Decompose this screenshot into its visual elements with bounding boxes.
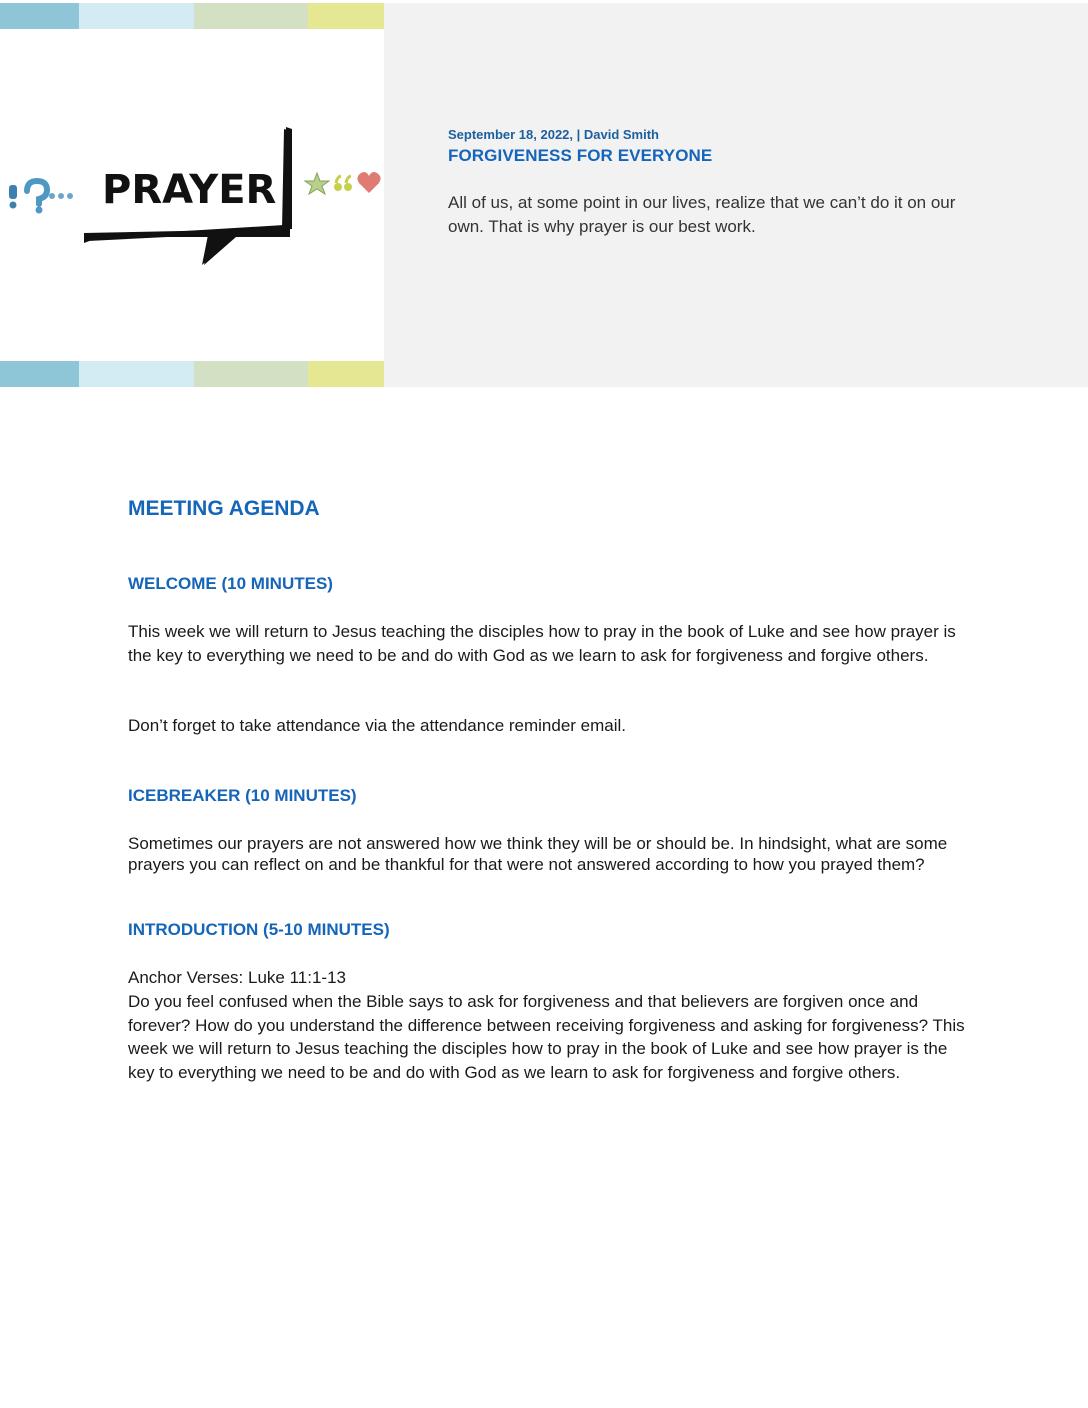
header-artwork-panel: [0, 3, 384, 387]
color-stripe-top: [0, 3, 384, 29]
page-header: [0, 0, 1088, 387]
anchor-verses: Anchor Verses: Luke 11:1-13: [128, 968, 346, 987]
date-author-line: September 18, 2022, | David Smith: [448, 127, 660, 142]
icebreaker-heading: ICEBREAKER (10 MINUTES): [128, 786, 357, 805]
question-icon: [27, 181, 47, 214]
logo-wordmark: PRAYER: [102, 167, 277, 213]
welcome-heading: WELCOME (10 MINUTES): [128, 574, 333, 593]
intro-summary: All of us, at some point in our lives, realize that we can’t do it on our own. That is why prayer is our best work.: [448, 193, 956, 236]
star-icon: [305, 173, 329, 194]
attendance-note: Don’t forget to take attendance via the attendance reminder email.: [128, 716, 627, 735]
introduction-paragraph: Do you feel confused when the Bible says to ask for forgiveness and that believers are forgiven once and forever? How do you understand the difference between receiving forgiveness and asking for forgiveness? This week we will return to Jesus teaching the disciples how to pray in the book of Luke and see how prayer is the key to everything we need to be and do with God as we learn to ask for forgiveness and forgive others.: [128, 992, 965, 1082]
prayer-logo: [0, 113, 384, 283]
heart-icon: [357, 172, 380, 193]
color-stripe-bottom: [0, 361, 384, 387]
exclamation-icon: [9, 185, 17, 209]
welcome-paragraph: This week we will return to Jesus teaching the disciples how to pray in the book of Luke and see how prayer is the key to everything we need to be and do with God as we learn to ask for forgiveness and forgive others.: [128, 622, 956, 665]
icebreaker-paragraph: Sometimes our prayers are not answered how we think they will be or should be. In hindsight, what are some prayers you can reflect on and be thankful for that were not answered according to how you prayed them?: [128, 834, 948, 874]
ellipsis-icon: [49, 193, 73, 199]
quote-icon: [334, 176, 352, 191]
agenda-heading: MEETING AGENDA: [128, 497, 320, 520]
document-title: FORGIVENESS FOR EVERYONE: [448, 146, 713, 165]
introduction-heading: INTRODUCTION (5-10 MINUTES): [128, 920, 390, 939]
